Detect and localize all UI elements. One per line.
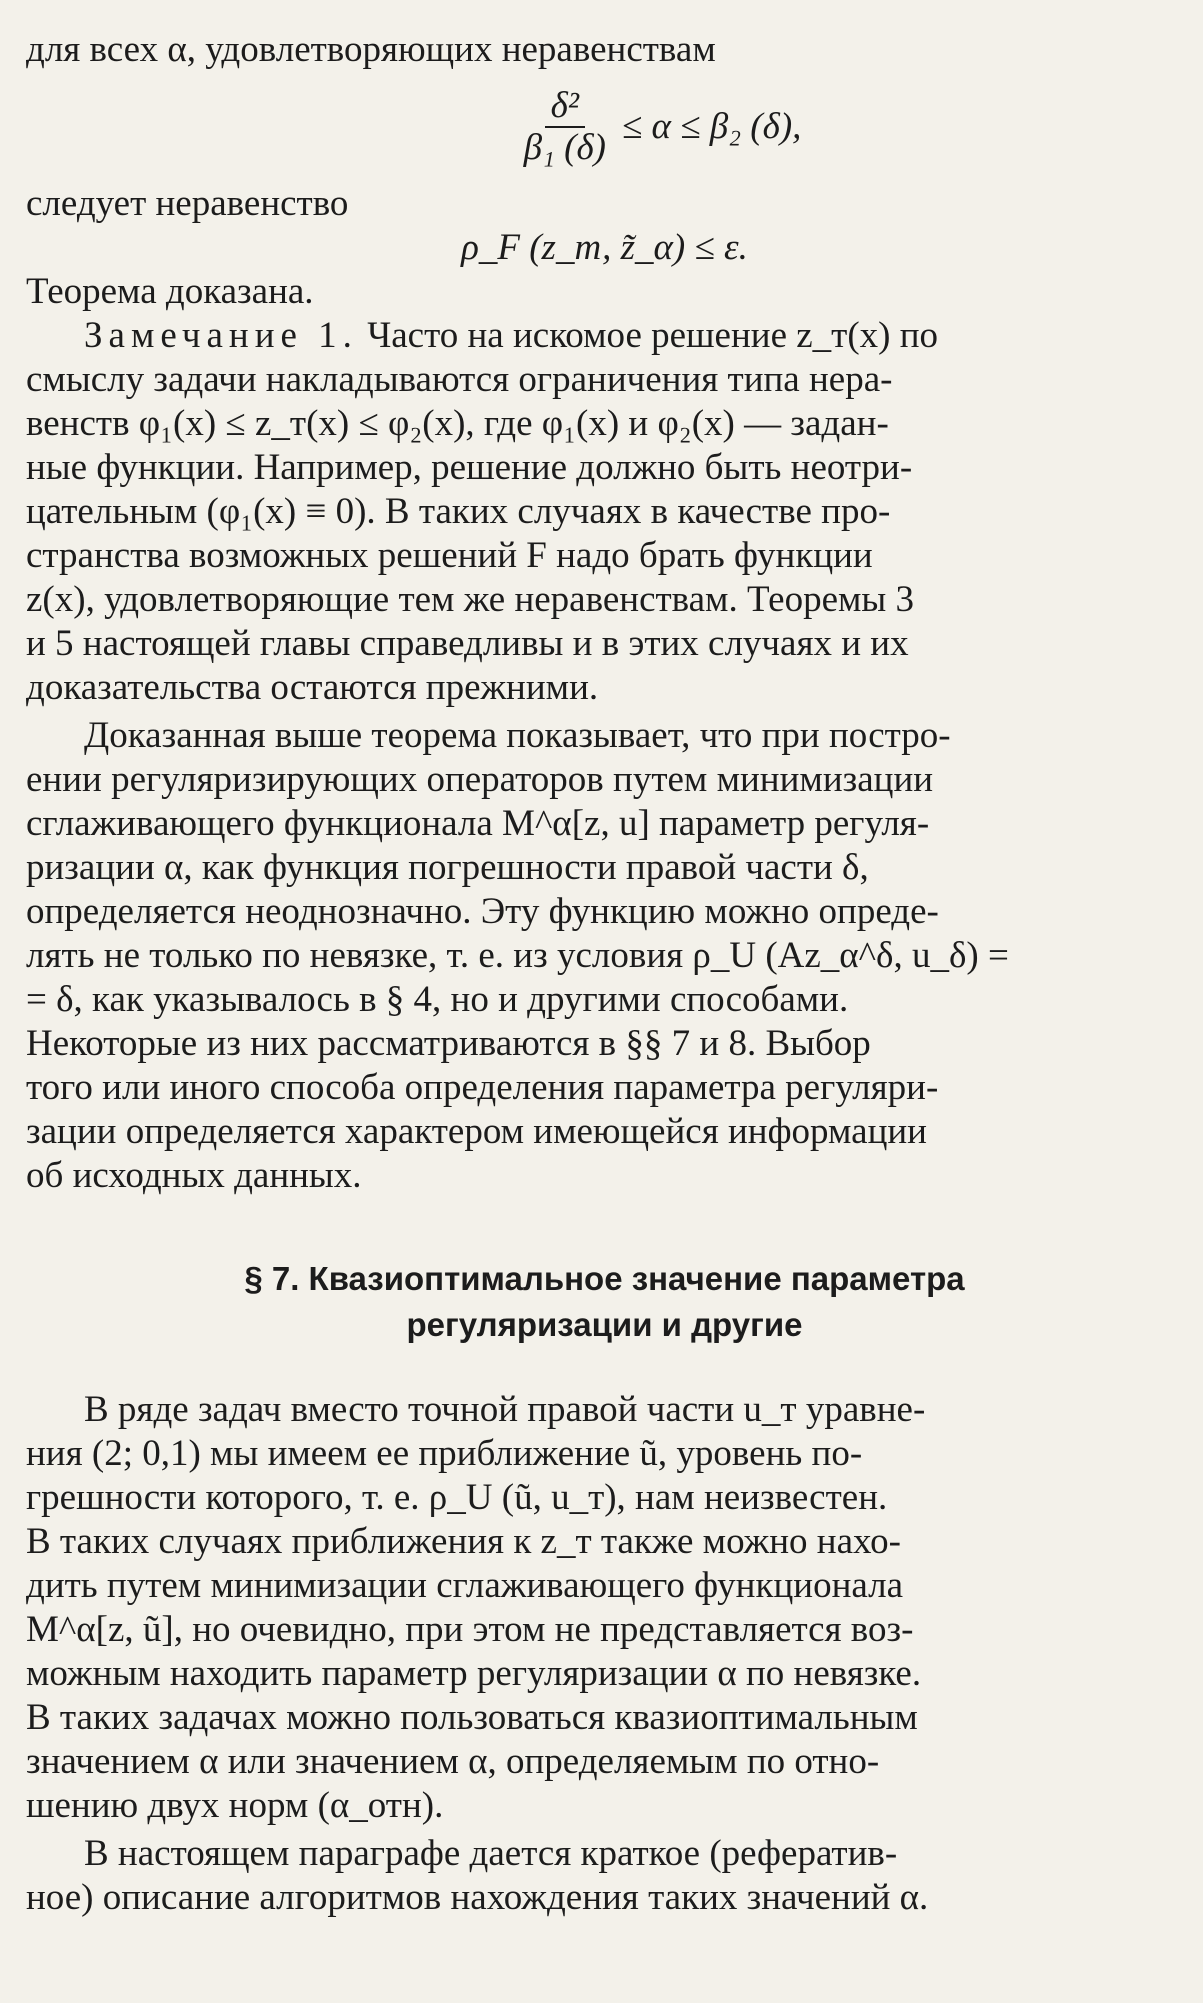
text-line: странства возможных решений F надо брать функции: [26, 535, 873, 576]
text-line: = δ, как указывалось в § 4, но и другими способами.: [26, 979, 849, 1020]
text-line: смыслу задачи накладываются ограничения типа нера-: [26, 359, 893, 400]
text-line: шению двух норм (α_отн).: [26, 1785, 444, 1826]
remark-1: [26, 314, 1183, 710]
text-line: В таких случаях приближения к z_т также можно нахо-: [26, 1521, 901, 1562]
text-line: ное) описание алгоритмов нахождения таких значений α.: [26, 1877, 929, 1918]
text-line: и 5 настоящей главы справедливы и в этих случаях и их: [26, 623, 909, 664]
text-line: В ряде задач вместо точной правой части u_т уравне-: [84, 1389, 926, 1430]
text-line: можным находить параметр регуляризации α по невязке.: [26, 1653, 922, 1694]
text-line: того или иного способа определения параметра регуляри-: [26, 1067, 939, 1108]
theorem-proved-line: Теорема доказана.: [26, 271, 314, 312]
fraction-denominator: β₁ (δ): [523, 127, 606, 168]
text-line: ении регуляризирующих операторов путем минимизации: [26, 759, 934, 800]
text-line: z(x), удовлетворяющие тем же неравенствам. Теоремы 3: [26, 579, 915, 620]
remark-label: Замечание 1.: [84, 315, 358, 356]
text-line: цательным (φ₁(x) ≡ 0). В таких случаях в качестве про-: [26, 491, 891, 532]
distance-formula: ρ_F (z_т, z̃_α) ≤ ε.: [461, 227, 748, 268]
text-line: В настоящем параграфе дается краткое (рефератив-: [84, 1833, 898, 1874]
paragraph-regularization: [26, 714, 1183, 1198]
paragraph-unknown-error: [26, 1388, 1183, 1828]
text-line: следует неравенство: [26, 183, 349, 224]
text-line: ные функции. Например, решение должно быть неотри-: [26, 447, 913, 488]
text-line: дить путем минимизации сглаживающего функционала: [26, 1565, 903, 1606]
text-line: Некоторые из них рассматриваются в §§ 7 и 8. Выбор: [26, 1023, 871, 1064]
inequality-rest: ≤ α ≤ β₂ (δ),: [621, 106, 802, 147]
section-heading-line: § 7. Квазиоптимальное значение параметра: [244, 1260, 965, 1297]
text-line: M^α[z, ũ], но очевидно, при этом не представляется воз-: [26, 1609, 914, 1650]
text-line: доказательства остаются прежними.: [26, 667, 599, 708]
section-heading-line: регуляризации и другие: [406, 1306, 803, 1343]
text-line: для всех α, удовлетворяющих неравенствам: [26, 29, 716, 70]
text-line: сглаживающего функционала M^α[z, u] параметр регуля-: [26, 803, 930, 844]
text-line: венств φ₁(x) ≤ z_т(x) ≤ φ₂(x), где φ₁(x) и φ₂(x) — задан-: [26, 403, 889, 444]
text-line: зации определяется характером имеющейся информации: [26, 1111, 927, 1152]
section-heading: [26, 1256, 1183, 1348]
text-line: ния (2; 0,1) мы имеем ее приближение ũ, уровень по-: [26, 1433, 863, 1474]
fraction: [518, 86, 612, 168]
text-line: В таких задачах можно пользоваться квазиоптимальным: [26, 1697, 918, 1738]
text-line: лять не только по невязке, т. е. из условия ρ_U (Az_α^δ, u_δ) =: [26, 935, 1009, 976]
text-line: ризации α, как функция погрешности правой части δ,: [26, 847, 869, 888]
remark-text: Часто на искомое решение z_т(x) по: [367, 315, 939, 356]
text-line: определяется неоднозначно. Эту функцию можно опреде-: [26, 891, 939, 932]
text-line: Доказанная выше теорема показывает, что при постро-: [84, 715, 951, 756]
inequality-formula: [136, 72, 1183, 182]
text-line: грешности которого, т. е. ρ_U (ũ, u_т), нам неизвестен.: [26, 1477, 888, 1518]
text-line: об исходных данных.: [26, 1155, 362, 1196]
fraction-numerator: δ²: [545, 86, 585, 128]
remark-first-line: [26, 314, 1183, 358]
paragraph-summary: [26, 1832, 1183, 1920]
text-line: значением α или значением α, определяемым по отно-: [26, 1741, 880, 1782]
